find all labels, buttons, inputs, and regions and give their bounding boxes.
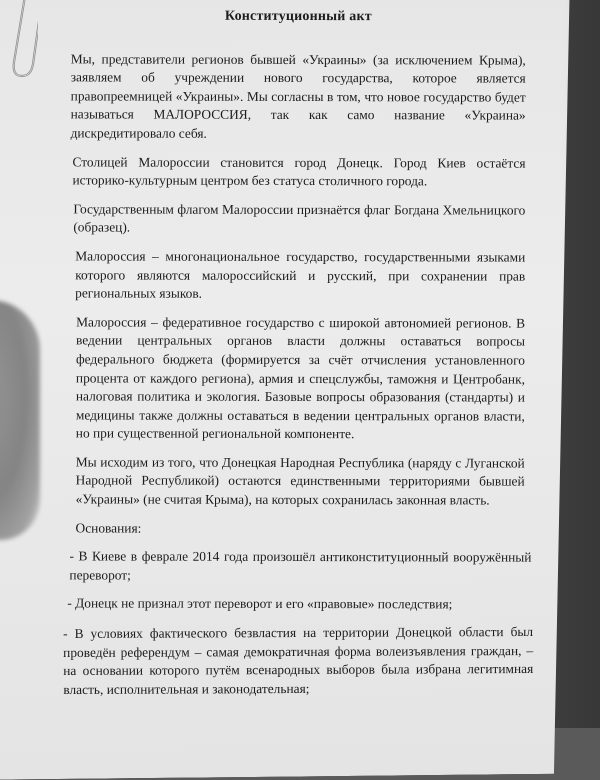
paragraph-legitimacy: Мы исходим из того, что Донецкая Народная Республика (наряду с Луганской Народной Республикой) остаются единственными территориями бывшей «Украины» (не считая Крыма), на которых сохранилась законная власть.: [75, 454, 525, 508]
grounds-label: Основания:: [75, 520, 142, 536]
paragraph-languages: Малороссия – многонациональное государство, государственными языками которого являются малороссийский и русский, при сохранении прав региональных языков.: [75, 248, 526, 301]
paragraph-declaration: Мы, представители регионов бывшей «Украины» (за исключением Крыма), заявляем об учреждении нового государства, которое является правопреемницей «Украины». Мы согласны в том, что новое государство будет называться МАЛОРОССИЯ, так как само название «Украина» дискредитировало себя.: [70, 50, 526, 141]
document-body: [63, 7, 534, 709]
grounds-item: - В условиях фактического безвластия на территории Донецкой области был проведён референдум – самая демократичная форма волеизъявления граждан, – на основании которого путём всенародных выборов была избрана легитимная власть, исполнительная и законодательная;: [63, 624, 534, 697]
paragraph-federation: Малороссия – федеративное государство с широкой автономией регионов. В ведении центральных органов власти должны оставаться вопросы федерального бюджета (формируется за счёт отчисления установленного процента от каждого региона), армия и спецслужбы, таможня и Центробанк, налоговая политика и экология. Базовые вопросы образования (стандарты) и медицины также должны оставаться в ведении центральных органов власти, но при существенной региональной компоненте.: [75, 314, 526, 442]
document-title: Конституционный акт: [224, 8, 372, 25]
paragraph-capital: Столицей Малороссии становится город Донецк. Город Киев остаётся историко-культурным центром без статуса столичного города.: [72, 153, 526, 189]
thumb: [0, 300, 40, 540]
grounds-item: - В Киеве в феврале 2014 года произошёл антиконституционный вооружённый переворот;: [69, 548, 532, 583]
paperclip-icon: [4, 0, 38, 90]
paragraph-flag: Государственным флагом Малороссии признаётся флаг Богдана Хмельницкого (образец).: [73, 201, 526, 235]
grounds-item: - Донецк не признал этот переворот и его «правовые» последствия;: [67, 595, 453, 612]
sheet-edge-shadow: [560, 0, 600, 728]
